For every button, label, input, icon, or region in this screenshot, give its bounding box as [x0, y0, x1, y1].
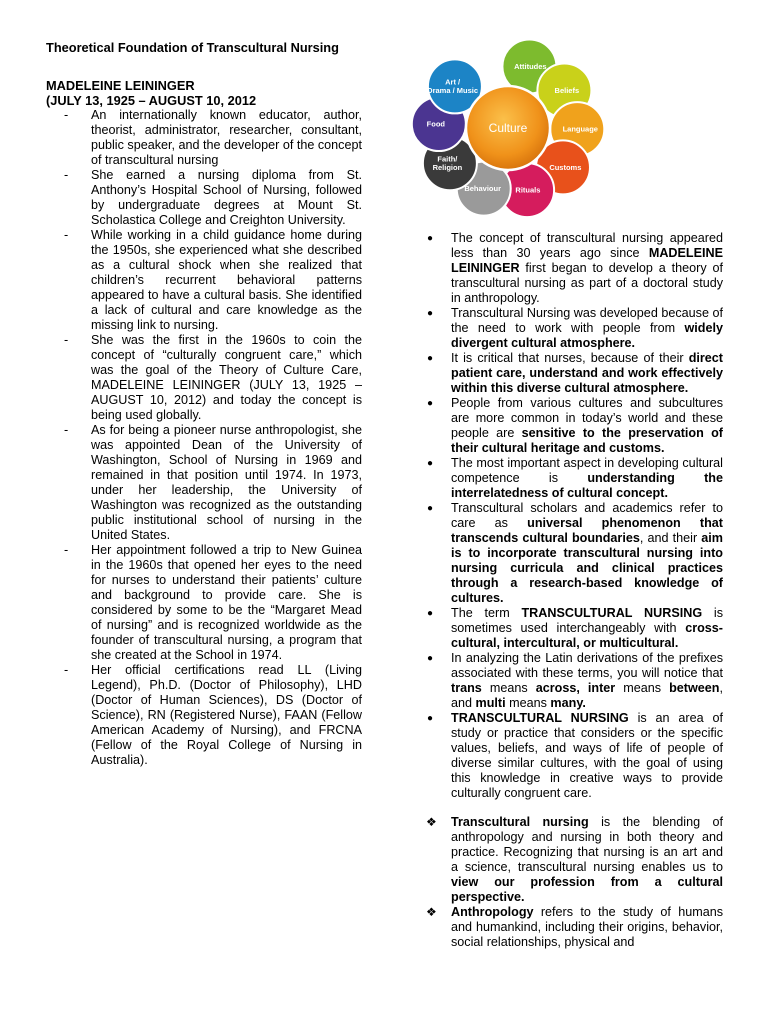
text-segment: TRANSCULTURAL NURSING: [451, 711, 629, 725]
text-segment: She was the first in the 1960s to coin the concept of “culturally congruent care,” which was the goal of the Theory of Culture Care, MADELEINE LEININGER (JULY 13, 1925 – AUGUST 10, 2012) and today the concept is being used globally.: [91, 333, 362, 422]
list-item: [426, 351, 723, 396]
text-segment: The term: [451, 606, 522, 620]
petal-label: Beliefs: [554, 85, 580, 95]
bullet-icon: ●: [427, 713, 434, 724]
dash-marker: -: [64, 543, 69, 557]
list-item: [64, 108, 362, 168]
text-segment: In analyzing the Latin derivations of the prefixes associated with these terms, you will notice that: [451, 651, 723, 680]
dash-marker: -: [64, 333, 69, 347]
text-segment: She earned a nursing diploma from St. Anthony’s Hospital School of Nursing, followed by undergraduate degrees at Mount St. Scholastica College and Creighton University.: [91, 168, 362, 227]
culture-center: [466, 86, 550, 170]
diamond-bullet-icon: ❖: [426, 905, 437, 919]
text-segment: Her appointment followed a trip to New Guinea in the 1960s that opened her eyes to the need for nurses to understand their patients’ culture and background to provide care. She is considered by some to be the “Margaret Mead of nursing” and is recognized worldwide as the founder of transcultural nursing, a program that she created at the School in 1974.: [91, 543, 362, 662]
petal-label: Art / Drama / Music: [427, 77, 479, 96]
subject-name: MADELEINE LEININGER: [46, 78, 195, 93]
bullet-icon: ●: [427, 653, 434, 664]
list-item: [426, 456, 723, 501]
list-item: [426, 711, 723, 801]
dash-marker: -: [64, 663, 69, 677]
list-item: [64, 168, 362, 228]
bullet-icon: ●: [427, 308, 434, 319]
text-segment: cross-cultural, intercultural, or multicultural.: [451, 621, 723, 650]
subject-heading: [46, 78, 256, 108]
text-segment: is an area of study or practice that considers or the specific values, beliefs, and ways of life of people of diverse similar cultures, with the goal of using this knowledge in creative ways to provide culturally congruent care.: [451, 711, 724, 800]
text-segment: universal phenomenon that transcends cultural boundaries: [451, 516, 723, 545]
petal-label: Customs: [549, 162, 582, 172]
list-item: [426, 306, 723, 351]
diamond-bullet-icon: ❖: [426, 815, 437, 829]
bullet-icon: ●: [427, 398, 434, 409]
dash-marker: -: [64, 108, 69, 122]
list-item: [426, 905, 723, 950]
text-segment: Her official certifications read LL (Living Legend), Ph.D. (Doctor of Philosophy), LHD (Doctor of Human Sciences), DS (Doctor of Science), RN (Registered Nurse), FAAN (Fellow American Academy of Nursing), and FRCNA (Fellow of the Royal College of Nursing in Australia).: [91, 663, 362, 767]
text-segment: first began to develop a theory of transcultural nursing as part of a doctoral study in anthropology.: [451, 261, 723, 305]
text-segment: MADELEINE LEININGER: [451, 246, 723, 275]
culture-diagram: [405, 38, 611, 218]
petal-label: Attitudes: [514, 61, 547, 71]
dash-marker: -: [64, 423, 69, 437]
petal-label: Food: [426, 119, 445, 129]
list-item: [426, 815, 723, 905]
list-item: [64, 333, 362, 423]
text-segment: means: [505, 696, 551, 710]
text-segment: As for being a pioneer nurse anthropologist, she was appointed Dean of the University of Washington, School of Nursing in 1969 and remained in that position until 1974. In 1973, under her leadership, the University of Washington was recognized as the outstanding public institutional school of nursing in the United States.: [91, 423, 362, 542]
text-segment: view our profession from a cultural perspective.: [451, 875, 723, 904]
list-item: [426, 396, 723, 456]
list-item: [64, 543, 362, 663]
text-segment: between: [669, 681, 720, 695]
text-segment: It is critical that nurses, because of their: [451, 351, 689, 365]
culture-label: Culture: [488, 121, 528, 135]
list-item: [426, 231, 723, 306]
subject-dates: (JULY 13, 1925 – AUGUST 10, 2012: [46, 93, 257, 108]
text-segment: While working in a child guidance home during the 1950s, she experienced what she described as a cultural shock when she realized that children’s recurrent behavioral patterns appeared to have a cultural basis. She identified a lack of cultural and care knowledge as the missing link to nursing.: [91, 228, 362, 332]
text-segment: Transcultural nursing: [451, 815, 589, 829]
left-column: [64, 108, 362, 768]
petal-label: Rituals: [515, 185, 541, 195]
text-segment: refers to the study of humans and humankind, including their origins, behavior, social relationships, physical and: [451, 905, 723, 949]
text-segment: trans: [451, 681, 482, 695]
text-segment: Transcultural Nursing was developed because of the need to work with people from: [451, 306, 723, 335]
bullet-icon: ●: [427, 458, 434, 469]
text-segment: The concept of transcultural nursing appeared less than 30 years ago since: [451, 231, 723, 260]
dash-marker: -: [64, 228, 69, 242]
bullet-icon: ●: [427, 503, 434, 514]
bullet-icon: ●: [427, 608, 434, 619]
text-segment: means: [481, 681, 536, 695]
bullet-icon: ●: [427, 353, 434, 364]
list-item: [64, 663, 362, 768]
right-column: [426, 231, 723, 950]
dash-marker: -: [64, 168, 69, 182]
text-segment: Transcultural scholars and academics refer to care as: [451, 501, 723, 530]
list-item: [64, 228, 362, 333]
list-item: [64, 423, 362, 543]
text-segment: many.: [550, 696, 586, 710]
petal-label: Language: [562, 124, 598, 134]
text-segment: The most important aspect in developing cultural competence is: [451, 456, 723, 485]
list-item: [426, 606, 723, 651]
text-segment: People from various cultures and subcultures are more common in today’s world and these people are: [451, 396, 723, 440]
text-segment: widely divergent cultural atmosphere.: [451, 321, 723, 350]
text-segment: TRANSCULTURAL NURSING: [521, 606, 703, 620]
text-segment: understanding the interrelatedness of cultural concept.: [451, 471, 723, 500]
text-segment: multi: [475, 696, 506, 710]
text-segment: is sometimes used interchangeably with: [451, 606, 724, 635]
text-segment: across, inter: [535, 681, 616, 695]
bullet-icon: ●: [427, 233, 434, 244]
text-segment: direct patient care, understand and work effectively within this diverse cultural atmosphere.: [451, 351, 723, 395]
list-item: [426, 501, 723, 606]
text-segment: is the blending of anthropology and nursing in both theory and practice. Recognizing that nursing is an art and a science, transcultural nursing enables us to: [451, 815, 723, 874]
text-segment: An internationally known educator, author, theorist, administrator, researcher, consultant, public speaker, and the developer of the concept of transcultural nursing: [91, 108, 362, 167]
text-segment: , and: [451, 681, 723, 710]
text-segment: sensitive to the preservation of their cultural heritage and customs.: [451, 426, 723, 455]
petal-label: Behaviour: [464, 184, 502, 194]
text-segment: means: [615, 681, 670, 695]
list-item: [426, 651, 723, 711]
text-segment: , and their: [639, 531, 702, 545]
petal-label: Faith/ Religion: [432, 154, 463, 172]
text-segment: aim is to incorporate transcultural nursing into nursing curricula and clinical practices through a research-based knowledge of cultures.: [451, 531, 723, 605]
text-segment: Anthropology: [451, 905, 534, 919]
document-title: Theoretical Foundation of Transcultural Nursing: [46, 40, 339, 55]
